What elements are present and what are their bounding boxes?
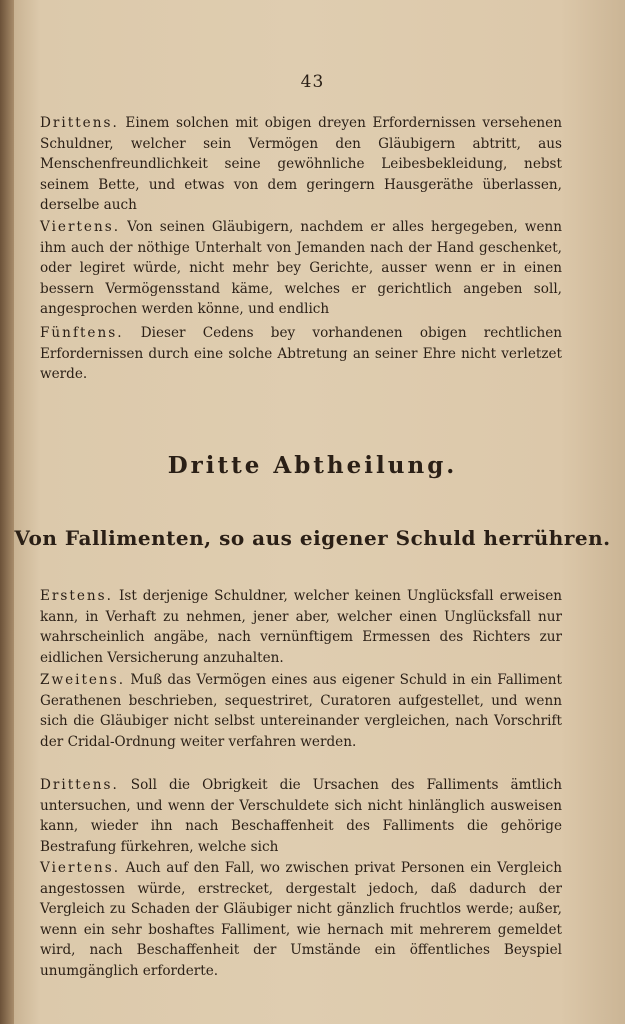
paragraph-zweitens	[40, 670, 562, 752]
paragraph-lead: Viertens.	[40, 219, 121, 235]
paragraph-drittens-b	[40, 775, 562, 857]
paragraph-erstens	[40, 586, 562, 668]
paragraph-text: Muß das Vermögen eines aus eigener Schuld in ein Falliment Gerathenen beschrieben, sequestriret, Curatoren aufgestellet, und wenn sich die Gläubiger nicht selbst untereinander vergleichen, nach Vorschrift der Cridal-Ordnung weiter verfahren werden.	[40, 672, 562, 750]
binding-gutter	[0, 0, 14, 1024]
paragraph-lead: Drittens.	[40, 115, 119, 131]
paragraph-text: Von seinen Gläubigern, nachdem er alles hergegeben, wenn ihm auch der nöthige Unterhalt von Jemanden nach der Hand geschenket, oder legiret würde, nicht mehr bey Gerichte, ausser wenn er in einen bessern Vermögensstand käme, welches er gerichtlich angeben soll, angesprochen werden könne, und endlich	[40, 219, 562, 318]
paragraph-text: Auch auf den Fall, wo zwischen privat Personen ein Vergleich angestossen würde, erstrecket, dergestalt jedoch, daß dadurch der Vergleich zu Schaden der Gläubiger nicht gänzlich fruchtlos werde; außer, wenn ein sehr boshaftes Falliment, wie hernach mit mehrerem gemeldet wird, nach Beschaffenheit der Umstände ein öffentliches Beyspiel unumgänglich erforderte.	[40, 860, 562, 979]
paragraph-drittens	[40, 113, 562, 216]
paragraph-viertens	[40, 217, 562, 320]
paragraph-lead: Fünftens.	[40, 325, 124, 341]
paragraph-viertens-b	[40, 858, 562, 982]
paragraph-text: Dieser Cedens bey vorhandenen obigen rechtlichen Erfordernissen durch eine solche Abtretung an seiner Ehre nicht verletzet werde.	[40, 325, 562, 383]
paragraph-lead: Viertens.	[40, 860, 121, 876]
paragraph-lead: Zweitens.	[40, 672, 126, 688]
page-number: 43	[300, 72, 325, 92]
part-subtitle: Von Fallimenten, so aus eigener Schuld herrühren.	[14, 526, 611, 550]
paragraph-text: Ist derjenige Schuldner, welcher keinen Unglücksfall erweisen kann, in Verhaft zu nehmen, jener aber, welcher einen Unglücksfall nur wahrscheinlich angäbe, nach vernünftigem Ermessen des Richters zur eidlichen Versicherung anzuhalten.	[40, 588, 562, 666]
paragraph-text: Einem solchen mit obigen dreyen Erfordernissen versehenen Schuldner, welcher sein Vermögen den Gläubigern abtritt, aus Menschenfreundlichkeit seine gewöhnliche Leibesbekleidung, nebst seinem Bette, und etwas von dem geringern Hausgeräthe überlassen, derselbe auch	[40, 115, 562, 214]
paragraph-text: Soll die Obrigkeit die Ursachen des Falliments ämtlich untersuchen, und wenn der Verschuldete sich nicht hinlänglich ausweisen kann, wieder ihn nach Beschaffenheit des Falliments die gehörige Bestrafung fürkehren, welche sich	[40, 777, 562, 855]
paragraph-fuenftens	[40, 323, 562, 385]
paragraph-lead: Erstens.	[40, 588, 113, 604]
part-title: Dritte Abtheilung.	[167, 452, 458, 479]
paragraph-lead: Drittens.	[40, 777, 119, 793]
